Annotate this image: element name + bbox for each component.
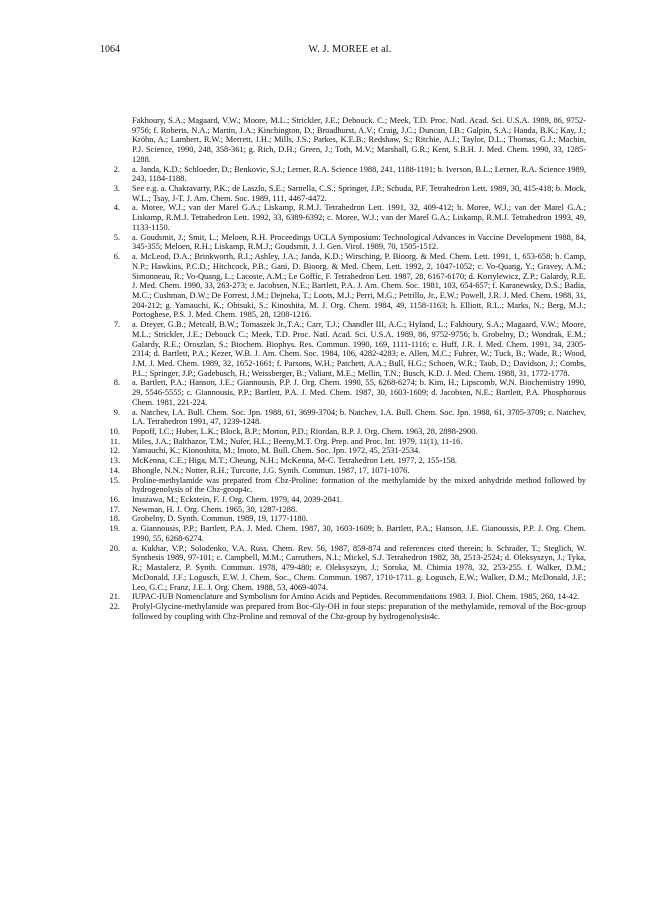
page-header <box>100 44 600 58</box>
reference-number: 4. <box>113 203 120 213</box>
reference-item <box>100 203 586 232</box>
reference-item <box>100 320 586 378</box>
reference-list <box>100 116 586 621</box>
reference-item <box>100 408 586 427</box>
reference-number: 21. <box>109 592 120 602</box>
running-head: W. J. MOREE et al. <box>308 44 392 55</box>
reference-text: a. Dreyer, G.B.; Metcalf, B.W.; Tomaszek Jr.,T.A.; Carr, T.J.; Chandler III, A.C.; Hyland, L.; Fakhoury, S.A.; Magaard, V.W.; Moore, M.L.; Strickler, J.E.; Debouck C.; Meek, T.D. Proc. Natl. Acad. Sci. U.S.A. 1989, 86, 9752-9756; b. Grobelny, D.; Wondrak, E.M.; Galardy, R.E.; Oroszlan, S.; Biochem. Biophys. Res. Commun. 1990, 169, 1111-1116; c. Huff, J.R. J. Med. Chem. 1991, 34, 2305-2314; d. Bartlett, P.A.; Kezer, W.B. J. Am. Chem. Soc. 1984, 106, 4282-4283; e. Allen, M.C.; Fuhrer, W.; Tuck, B.; Wade, R.; Wood, J.M. J. Med. Chem. 1989, 32, 1652-1661; f. Parsons, W.H.; Patchett, A.A.; Bull, H.G.; Schoen, W.R.; Taub, D.; Davidson, J.; Combs, P.L.; Springer, J.P.; Gadebusch, H.; Weissberger, B.; Valiant, M.E.; Mellin, T.N.; Busch, K.D. J. Med. Chem. 1988, 31, 1772-1778. <box>132 320 586 378</box>
reference-text: Prolyl-Glycine-methylamide was prepared from Boc-Gly-OH in four steps: preparation of the methylamide, removal of the Boc-group followed by coupling with Cbz-Proline and removal of the Cbz-group by hydrogenolysis4c. <box>132 601 586 621</box>
reference-number: 6. <box>113 252 120 262</box>
reference-item <box>100 116 586 165</box>
reference-number: 18. <box>109 514 120 524</box>
reference-number: 3. <box>113 184 120 194</box>
reference-number: 9. <box>113 407 120 417</box>
reference-text: Popoff, I.C.; Huber, L.K.; Block, B.P.; Morton, P.D.; Riordan, R.P. J. Org. Chem. 1963, 28, 2898-2900. <box>132 427 478 436</box>
reference-item <box>100 446 586 456</box>
reference-item <box>100 252 586 320</box>
reference-number: 12. <box>109 446 120 456</box>
reference-number: 22. <box>109 601 120 611</box>
reference-text: a. Giannousis, P.P.; Bartlett, P.A. J. Med. Chem. 1987, 30, 1603-1609; b. Bartlett, P.A.; Hanson, J.E. Gianoussis, P.P. J. Org. Chem. 1990, 55, 6268-6274. <box>132 524 586 543</box>
reference-text: Bhongle, N.N.; Notter, R.H.; Turcotte, J.G. Synth. Commun. 1987, 17, 1071-1076. <box>132 465 410 475</box>
reference-item <box>100 233 586 252</box>
reference-item <box>100 495 586 505</box>
reference-item <box>100 437 586 447</box>
reference-item <box>100 184 586 203</box>
reference-text: Grobelny, D. Synth. Commun. 1989, 19, 1177-1180. <box>132 514 308 524</box>
reference-text: a. Moree, W.J.; van der Marel G.A.; Liskamp, R.M.J. Tetrahedron Lett. 1991, 32, 409-412; b. Moree, W.J.; van der Marel G.A.; Liskamp, R.M.J. Tetrahedron Lett. 1992, 33, 6389-6392; c. Moree, W.J.; van der Marel G.A.; Liskamp, R.M.J. Tetrahedron 1993, 49, 1133-1150. <box>132 203 586 232</box>
reference-item <box>100 524 586 543</box>
reference-number: 13. <box>109 456 120 466</box>
reference-number: 17. <box>109 504 120 514</box>
reference-number: 11. <box>109 436 120 446</box>
reference-number: 19. <box>109 524 120 534</box>
reference-text: a. Kukhar, V.P.; Solodenko, V.A. Russ. Chem. Rev. 56, 1987, 859-874 and references cited therein; b. Schrader, T.; Steglich, W. Synthesis 1989, 97-101; c. Campbell, M.M.; Carruthers, N.I.; Mickel, S.J. Tetrahedron 1982, 38, 2513-2524; d. Oleksyszyn, J.; Tyka, R.; Mastalerz, P. Synth. Commun. 1978, 479-480; e. Oleksyszyn, J.; Soroka, M. Chimia 1978, 32, 253-255. f. Walker, D.M.; McDonald, J.F.; Logusch, E.W. J. Chem. Soc., Chem. Commun. 1987, 1710-1711. g. Logusch, E.W.; Walker, D.M.; McDonald, J.F.; Leo, G.C.; Franz, J.E. J. Org. Chem. 1988, 53, 4069-4074. <box>132 543 586 592</box>
reference-item <box>100 505 586 515</box>
reference-item <box>100 378 586 407</box>
reference-text: a. Goudsmit, J.; Smit, L.; Meloen, R.H. Proceedings UCLA Symposium: Technological Advances in Vaccine Development 1988, 84, 345-355; Meloen, R.H.; Liskamp, R.M.J.; Goudsmit, J. J. Gen. Virol. 1989, 70, 1505-1512. <box>132 232 586 252</box>
reference-text: a. Natchev, I.A. Bull. Chem. Soc. Jpn. 1988, 61, 3699-3704; b. Natchev, I.A. Bull. Chem. Soc. Jpn. 1988, 61, 3705-3709; c. Natchev, I.A. Tetrahedron 1991, 47, 1239-1248. <box>132 407 586 427</box>
reference-text: Newman, H. J. Org. Chem. 1965, 30, 1287-1288. <box>132 504 298 514</box>
reference-text: IUPAC-IUB Nomenclature and Symbolism for Amino Acids and Peptides. Recommendations 1983. J. Biol. Chem. 1985, 260, 14-42. <box>132 592 580 602</box>
reference-number: 7. <box>113 320 120 330</box>
reference-text: Proline-methylamide was prepared from Cbz-Proline: formation of the methylamide by the mixed anhydride method followed by hydrogenolysis of the Cbz-group4c. <box>132 475 586 495</box>
reference-number: 16. <box>109 495 120 505</box>
reference-item <box>100 466 586 476</box>
reference-number: 8. <box>113 378 120 388</box>
reference-text: Miles, J.A.; Balthazor, T.M.; Nufer, H.L.; Beeny,M.T. Org. Prep. and Proc. Int. 1979, 11(1), 11-16. <box>132 436 463 446</box>
reference-number: 14. <box>109 465 120 475</box>
reference-item <box>100 544 586 593</box>
reference-text: a. McLeod, D.A.; Brinkworth, R.I.; Ashley, J.A.; Janda, K.D.; Wirsching, P. Bioorg. & Med. Chem. Lett. 1991, 1, 653-658; b. Camp, N.P.; Hawkins, P.C.D.; Hitchcock, P.B.; Gani, D. Bioorg. & Med. Chem. Lett. 1992, 2, 1047-1052; c. Vo-Quang, Y.; Gravey, A.M.; Simonneau, R.; Vo-Quang, L.; Lacoste, A.M.; Le Goffic, F. Tetrahedron Lett. 1987, 28, 6167-6170; d. Kortylewicz, Z.P.; Galardy, R.E. J. Med. Chem. 1990, 33, 263-273; e. Jacobsen, N.E.; Bartlett, P.A. J. Am. Chem. Soc. 1981, 103, 654-657; f. Karanewsky, D.S.; Badia, M.C.; Cushman, D.W.; De Forrest, J.M.; Dejneka, T.; Loots, M.J.; Perri, M.G.; Petrillo, Jr., E.W.; Powell, J.R. J. Med. Chem. 1988, 31, 204-212; g. Yamauchi, K.; Ohtsuki, S.; Kinoshita, M. J. Org. Chem. 1984, 49, 1158-1163; h. Elliott, R.L.; Marks, N.; Berg, M.J.; Portoghese, P.S. J. Med. Chem. 1985, 28, 1208-1216. <box>132 252 586 320</box>
page-number: 1064 <box>100 44 120 55</box>
reference-item <box>100 514 586 524</box>
reference-item <box>100 476 586 495</box>
reference-text: a. Bartlett, P.A.; Hanson, J.E.; Giannousis, P.P. J. Org. Chem. 1990, 55, 6268-6274; b. Kim, H.; Lipscomb, W.N. Biochemistry 1990, 29, 5546-5555; c. Giannousis, P.P.; Bartlett, P.A. J. Med. Chem. 1987, 30, 1603-1609; d. Jacobsen, N.E.; Bartlett, P.A. Phosphorous Chem. 1981, 221-224. <box>132 378 586 407</box>
reference-number: 5. <box>113 232 120 242</box>
reference-item <box>100 427 586 437</box>
reference-item <box>100 602 586 621</box>
reference-text: a. Janda, K.D.; Schloeder, D.; Benkovic, S.J.; Lerner, R.A. Science 1988, 241, 1188-1191; b. Iverson, B.L.; Lerner, R.A. Science 1989, 243, 1184-1188. <box>132 164 586 184</box>
reference-number: 10. <box>109 427 120 436</box>
reference-number: 15. <box>109 475 120 485</box>
reference-number: 2. <box>113 164 120 174</box>
reference-item <box>100 592 586 602</box>
reference-text: Imazawa, M.; Eckstein, F. J. Org. Chem. 1979, 44, 2039-2041. <box>132 495 343 505</box>
reference-text: Yamauchi, K.; Kionoshita, M.; Imoto, M. Bull. Chem. Soc. Jpn. 1972, 45, 2531-2534. <box>132 446 421 456</box>
reference-item <box>100 165 586 184</box>
reference-text: Fakhoury, S.A.; Magaard, V.W.; Moore, M.L.; Strickler, J.E.; Debouck. C.; Meek, T.D. Proc. Natl. Acad. Sci. U.S.A. 1989, 86, 9752-9756; f. Roberts, N.A.; Martin, J.A.; Kinchington, D.; Broadhurst, A.V.; Craig, J.C.; Duncan, I.B.; Galpin, S.A.; Handa, B.K.; Kay, J.; Kröhn, A.; Lambert, R.W.; Merrett, J.H.; Mills, J.S.; Parkes, K.E.B.; Redshaw, S.; Ritchie, A.J.; Taylor, D.L.; Thomas, G.J.; Machin, P.J. Science, 1990, 248, 358-361; g. Rich, D.H.; Green, J.; Toth, M.V.; Marshall, G.R.; Kent, S.B.H. J. Med. Chem. 1990, 33, 1285-1288. <box>132 116 586 164</box>
reference-text: See e.g. a. Chakravarty, P.K.; de Laszlo, S.E.; Sarnella, C.S.; Springer, J.P.; Schuda, P.F. Tetrahedron Lett. 1989, 30, 415-418; b. Mock, W.L.; Tsay, J-T. J. Am. Chem. Soc. 1989, 111, 4467-4472. <box>132 184 586 203</box>
reference-number: 20. <box>109 543 120 553</box>
reference-text: McKenna, C.E.; Higa, M.T.; Cheung, N.H.; McKenna, M-C. Tetrahedron Lett. 1977, 2, 155-158. <box>132 456 457 466</box>
reference-item <box>100 456 586 466</box>
